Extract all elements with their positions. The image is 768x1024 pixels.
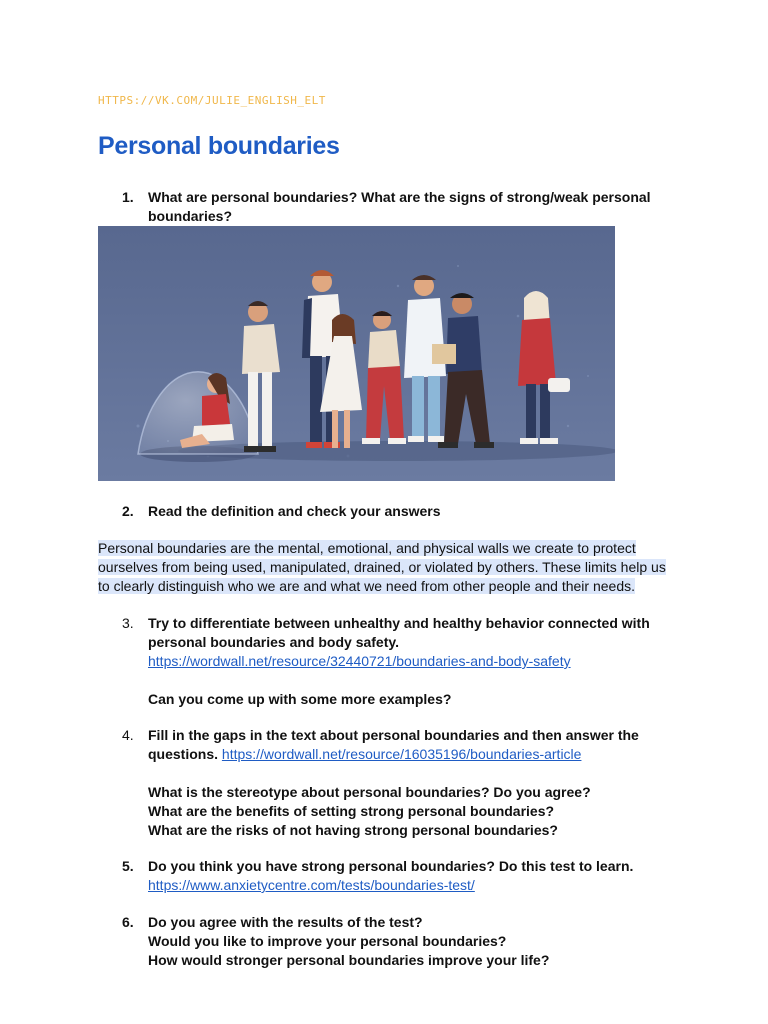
question-6-line-1: Do you agree with the results of the test? (148, 914, 423, 930)
question-4-sub-3: What are the risks of not having strong personal boundaries? (148, 822, 558, 838)
question-3-text: Try to differentiate between unhealthy and healthy behavior connected with personal boundaries and body safety. (148, 615, 650, 650)
question-6-line-3: How would stronger personal boundaries improve your life? (148, 952, 550, 968)
question-4-text: Fill in the gaps in the text about personal boundaries and then answer the questions. (148, 727, 639, 762)
question-3-number: 3. (122, 615, 134, 631)
question-3-followup: Can you come up with some more examples? (148, 691, 452, 707)
page-title: Personal boundaries (98, 132, 340, 160)
question-2 (122, 502, 702, 521)
question-1 (122, 188, 702, 226)
question-4-sub-1: What is the stereotype about personal boundaries? Do you agree? (148, 784, 591, 800)
definition-line-3: to clearly distinguish who we are and what we need from other people and their needs. (98, 578, 635, 594)
question-5-number: 5. (122, 858, 134, 874)
question-4-number: 4. (122, 727, 134, 743)
source-url-label: HTTPS://VK.COM/JULIE_ENGLISH_ELT (98, 94, 326, 107)
question-6-line-2: Would you like to improve your personal boundaries? (148, 933, 507, 949)
question-6 (122, 913, 702, 970)
wordwall-body-safety-link[interactable]: https://wordwall.net/resource/32440721/boundaries-and-body-safety (148, 653, 571, 669)
question-1-number: 1. (122, 189, 134, 205)
question-2-text: Read the definition and check your answers (148, 503, 441, 519)
definition-paragraph (98, 539, 713, 596)
wordwall-boundaries-article-link[interactable]: https://wordwall.net/resource/16035196/boundaries-article (221, 746, 582, 762)
question-5-text: Do you think you have strong personal boundaries? Do this test to learn. (148, 858, 634, 874)
question-4-sub-2: What are the benefits of setting strong personal boundaries? (148, 803, 555, 819)
question-2-number: 2. (122, 503, 134, 519)
question-5 (122, 857, 702, 895)
definition-line-1: Personal boundaries are the mental, emotional, and physical walls we create to protect (98, 540, 636, 556)
definition-line-2: ourselves from being used, manipulated, drained, or violated by others. These limits help us (98, 559, 666, 575)
question-3 (122, 614, 702, 709)
question-1-text: What are personal boundaries? What are the signs of strong/weak personal boundaries? (148, 189, 651, 224)
anxietycentre-test-link[interactable]: https://www.anxietycentre.com/tests/boundaries-test/ (148, 877, 475, 893)
question-6-number: 6. (122, 914, 134, 930)
people-boundaries-illustration (98, 226, 615, 481)
question-4 (122, 726, 702, 840)
